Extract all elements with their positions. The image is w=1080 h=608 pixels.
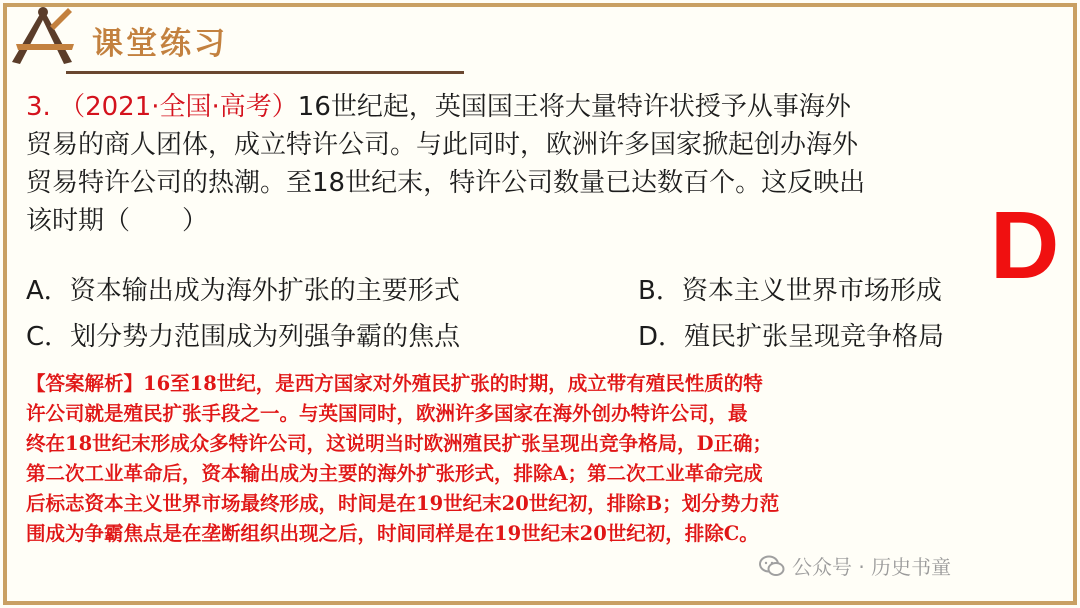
option-a: A．资本输出成为海外扩张的主要形式 [26,276,460,306]
page-title: 课堂练习 [92,26,228,62]
question [26,88,1056,240]
header [0,0,1080,76]
title-underline [66,71,464,74]
wechat-icon [758,554,786,578]
answer-analysis [26,369,1056,549]
analysis-line: 后标志资本主义世界市场最终形成，时间是在19世纪末20世纪初，排除B；划分势力范 [26,492,780,515]
analysis-line: 围成为争霸焦点是在垄断组织出现之后，时间同样是在19世纪末20世纪初，排除C。 [26,522,759,545]
option-b: B．资本主义世界市场形成 [638,276,942,306]
option-c: C．划分势力范围成为列强争霸的焦点 [26,322,461,352]
option-d: D．殖民扩张呈现竞争格局 [638,322,945,352]
analysis-line: 许公司就是殖民扩张手段之一。与英国同时，欧洲许多国家在海外创办特许公司，最 [26,402,748,425]
question-line: 贸易特许公司的热潮。至18世纪末，特许公司数量已达数百个。这反映出 [26,168,866,198]
question-text: 16世纪起，英国国王将大量特许状授予从事海外 [297,92,851,122]
analysis-line: 终在18世纪末形成众多特许公司，这说明当时欧洲殖民扩张呈现出竞争格局，D正确； [26,432,773,455]
watermark [758,551,951,580]
question-line: 该时期（ ） [26,206,209,236]
analysis-line: 【答案解析】16至18世纪，是西方国家对外殖民扩张的时期，成立带有殖民性质的特 [26,372,763,395]
compass-ruler-icon [6,4,82,70]
question-line [26,88,1056,126]
analysis-line: 第二次工业革命后，资本输出成为主要的海外扩张形式，排除A；第二次工业革命完成 [26,462,763,485]
question-number: 3. [26,92,51,122]
question-source: （2021·全国·高考） [59,92,298,122]
question-line: 贸易的商人团体，成立特许公司。与此同时，欧洲许多国家掀起创办海外 [26,130,859,160]
answer-mark: D [990,192,1060,299]
watermark-text: 公众号 · 历史书童 [792,555,952,579]
